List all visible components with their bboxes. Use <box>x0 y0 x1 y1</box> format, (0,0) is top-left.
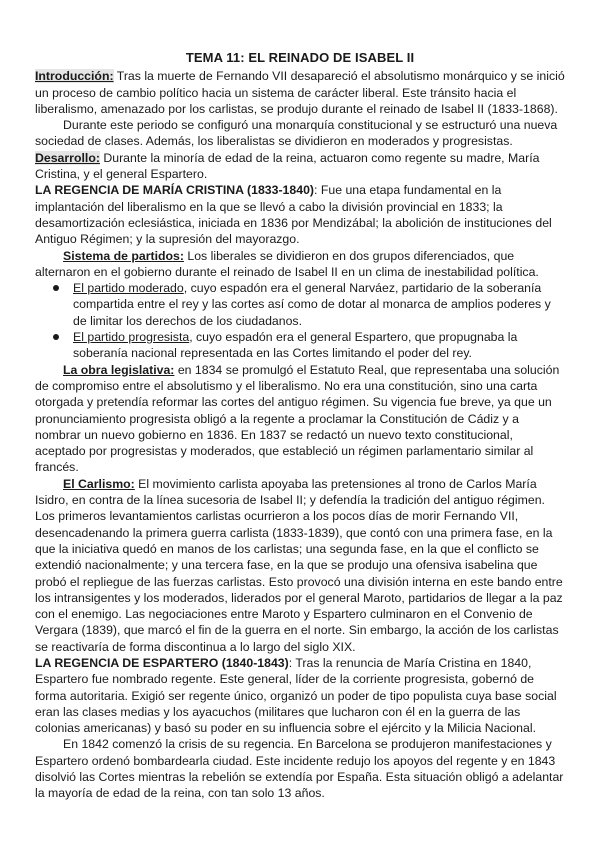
partidos-paragraph <box>35 248 565 281</box>
list-item <box>73 280 565 329</box>
desarrollo-paragraph <box>35 150 565 183</box>
regencia-espartero-paragraph <box>35 655 565 736</box>
obra-legislativa-text: en 1834 se promulgó el Estatuto Real, que representaba una solución de compromiso entre el absolutismo y el liberalismo. No era una constitución, sino una carta otorgada y pretendía reformar las cortes del antiguo régimen. Su vigencia fue breve, ya que un pronunciamiento progresista obligó a la regente a proclamar la Constitución de Cádiz y a nombrar un nuevo gobierno en 1836. En 1837 se redactó un nuevo texto constitucional, aceptado por progresistas y moderados, que estableció un régimen parlamentario similar al francés. <box>35 362 560 475</box>
regencia-maria-cristina-heading: LA REGENCIA DE MARÍA CRISTINA (1833-1840) <box>35 183 315 198</box>
page-title: TEMA 11: EL REINADO DE ISABEL II <box>185 50 415 65</box>
partido-progresista-text: , cuyo espadón era el general Espartero, que propugnaba la soberanía nacional representada en las Cortes limitando el poder del rey. <box>73 330 518 361</box>
intro-paragraph-2: Durante este periodo se configuró una monarquía constitucional y se estructuró una nueva sociedad de clases. Además, los liberalistas se dividieron en moderados y progresistas. <box>35 118 558 149</box>
regencia-espartero-paragraph-2: En 1842 comenzó la crisis de su regencia. En Barcelona se produjeron manifestaciones y Espartero ordenó bombardearla ciudad. Este incidente redujo los apoyos del regente y en 1843 disolvió las Cortes mientras la rebelión se extendía por España. Esta situación obligó a adelantar la mayoría de edad de la reina, con tan solo 13 años. <box>35 737 564 801</box>
desarrollo-heading: Desarrollo: <box>35 150 100 165</box>
carlismo-text: El movimiento carlista apoyaba las pretensiones al trono de Carlos María Isidro, en contra de la línea sucesoria de Isabel II; y defendía la tradición del antiguo régimen. Los primeros levantamientos carlistas ocurrieron a los pocos días de morir Fernando VII, desencadenando la primera guerra carlista (1833-1839), que contó con una primera fase, en la que la iniciativa quedó en manos de los carlistas; una segunda fase, en la que el conflicto se extendió nacionalmente; y una tercera fase, en la que se produjo una ofensiva isabelina que probó el repliegue de las fuerzas carlistas. Esto provocó una división interna en este bando entre los intransigentes y los moderados, liderados por el general Maroto, partidarios de llegar a la paz con el enemigo. Las negociaciones entre Maroto y Espartero culminaron en el Convenio de Vergara (1839), que marcó el fin de la guerra en el norte. Sin embargo, la acción de los carlistas se reactivaría de forma discontinua a lo largo del siglo XIX. <box>35 476 563 654</box>
regencia-maria-cristina-paragraph <box>35 182 565 247</box>
carlismo-heading: El Carlismo: <box>63 476 135 491</box>
partidos-list <box>35 280 565 361</box>
regencia-maria-cristina-text: : Fue una etapa fundamental en la implantación del liberalismo en la que se llevó a cabo la división provincial en 1833; la desamortización eclesiástica, iniciada en 1836 por Mendizábal; la abolición de instituciones del Antiguo Régimen; y la supresión del mayorazgo. <box>35 183 552 247</box>
carlismo-paragraph <box>35 476 565 655</box>
partido-moderado-label: El partido moderado <box>73 281 184 296</box>
bullet-icon <box>53 285 59 291</box>
desarrollo-text: Durante la minoría de edad de la reina, actuaron como regente su madre, María Cristina, y el general Espartero. <box>35 150 540 182</box>
intro-heading: Introducción: <box>35 69 114 84</box>
partidos-heading: Sistema de partidos: <box>63 248 184 263</box>
list-item <box>73 329 565 362</box>
obra-legislativa-heading: La obra legislativa: <box>63 362 175 377</box>
partidos-text: Los liberales se dividieron en dos grupos diferenciados, que alternaron en el gobierno durante el reinado de Isabel II en un clima de inestabilidad política. <box>35 248 539 279</box>
obra-legislativa-paragraph <box>35 362 565 476</box>
partido-progresista-label: El partido progresista <box>73 330 190 345</box>
regencia-espartero-text: : Tras la renuncia de María Cristina en 1840, Espartero fue nombrado regente. Este general, líder de la corriente progresista, gobernó de forma autoritaria. Exigió ser regente único, organizó un poder de tipo populista cuya base social eran las clases medias y los ayacuchos (militares que lucharon con él en la guerra de las colonias americanas) y basó su poder en su influencia sobre el ejército y la Milicia Nacional. <box>35 655 557 736</box>
document-page <box>35 50 565 802</box>
partido-moderado-text: , cuyo espadón era el general Narváez, partidario de la soberanía compartida entre el rey y las cortes así como de dotar al monarca de amplios poderes y de limitar los derechos de los ciudadanos. <box>73 281 551 328</box>
intro-paragraph <box>35 68 565 117</box>
intro-text: Tras la muerte de Fernando VII desapareció el absolutismo monárquico y se inició un proceso de cambio político hacia un sistema de carácter liberal. Este tránsito hacia el liberalismo, amenazado por los carlistas, se produjo durante el reinado de Isabel II (1833-1868). <box>35 69 565 116</box>
bullet-icon <box>53 334 59 340</box>
regencia-espartero-heading: LA REGENCIA DE ESPARTERO (1840-1843) <box>35 655 289 670</box>
